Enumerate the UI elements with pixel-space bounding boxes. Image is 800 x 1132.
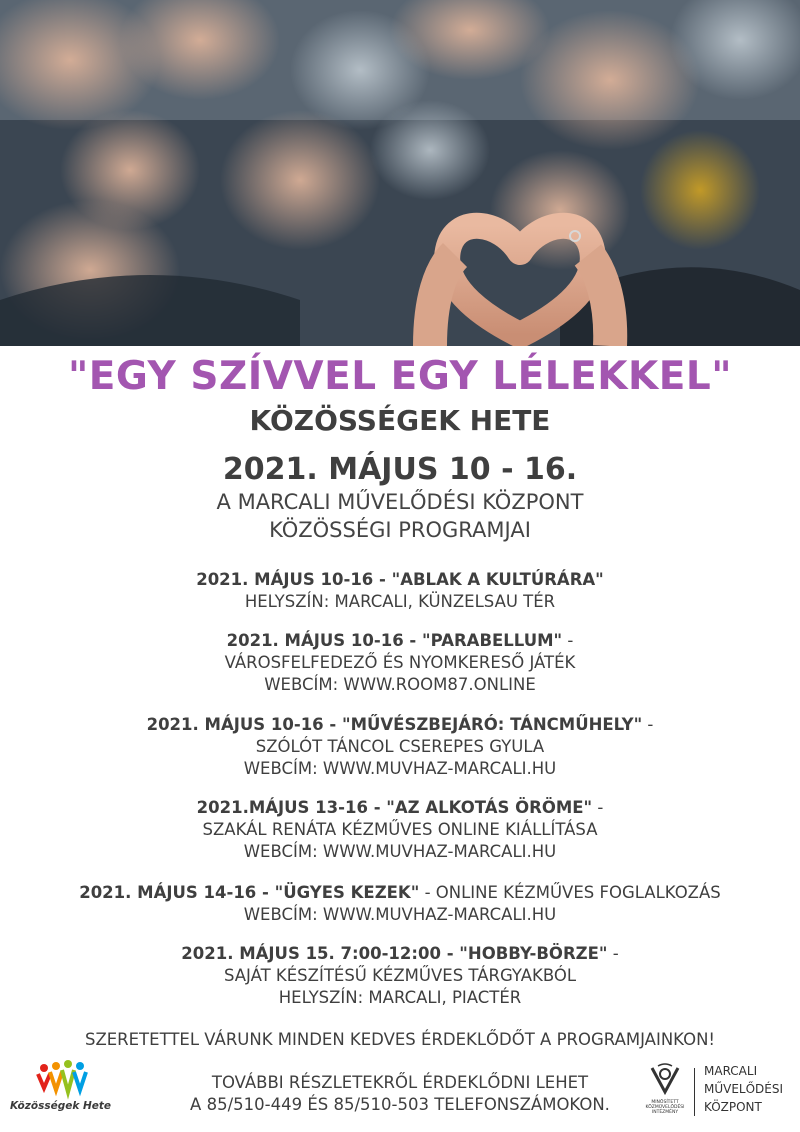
program-location: HELYSZÍN: MARCALI, PIACTÉR [278,988,522,1007]
logo-right-small-text: MINŐSÍTETT KÖZMŰVELŐDÉSI INTÉZMÉNY [645,1100,685,1115]
event-dates: 2021. MÁJUS 10 - 16. [222,452,578,487]
program-item [0,943,800,1009]
intro-line-1: A MARCALI MŰVELŐDÉSI KÖZPONT [216,490,584,514]
people-figures-icon [34,1058,94,1100]
program-description: SAJÁT KÉSZÍTÉSŰ KÉZMŰVES TÁRGYAKBÓL [223,966,577,985]
program-heading: 2021. MÁJUS 10-16 - "MŰVÉSZBEJÁRÓ: TÁNCMŰHELY" [146,715,643,734]
program-heading-suffix: - ONLINE KÉZMŰVES FOGLALKOZÁS [419,883,721,902]
program-heading-suffix: - [607,944,619,963]
program-heading-suffix: - [592,798,604,817]
program-heading: 2021. MÁJUS 10-16 - "PARABELLUM" [226,631,563,650]
intro-line-2: KÖZÖSSÉGI PROGRAMJAI [269,518,531,542]
logo-divider [694,1068,695,1116]
program-heading-suffix: - [562,631,574,650]
program-description: SZÓLÓT TÁNCOL CSEREPES GYULA [255,737,545,756]
logo-left-text: Közösségek Hete [10,1100,112,1112]
welcome-message: SZERETETTEL VÁRUNK MINDEN KEDVES ÉRDEKLŐDŐT A PROGRAMJAINKON! [84,1030,716,1049]
program-heading: 2021. MÁJUS 10-16 - "ABLAK A KULTÚRÁRA" [196,570,604,589]
program-heading: 2021.MÁJUS 13-16 - "AZ ALKOTÁS ÖRÖME" [196,798,593,817]
org-name-line-3: KÖZPONT [704,1100,762,1114]
header-photo [0,0,800,346]
intro-text [0,488,800,544]
program-item [0,797,800,863]
marcali-muvelodesi-kozpont-logo [644,1062,794,1124]
program-web-address[interactable]: WEBCÍM: WWW.ROOM87.ONLINE [264,675,536,694]
poster-title: "EGY SZÍVVEL EGY LÉLEKKEL" [67,354,733,399]
program-item [0,630,800,696]
program-web-address[interactable]: WEBCÍM: WWW.MUVHAZ-MARCALI.HU [243,842,557,861]
program-web-address[interactable]: WEBCÍM: WWW.MUVHAZ-MARCALI.HU [243,905,557,924]
contact-line-1: TOVÁBBI RÉSZLETEKRŐL ÉRDEKLŐDNI LEHET [211,1073,589,1092]
program-heading: 2021. MÁJUS 15. 7:00-12:00 - "HOBBY-BÖRZE" [181,944,608,963]
poster-subtitle: KÖZÖSSÉGEK HETE [249,404,551,437]
contact-info [160,1072,640,1116]
program-item [0,882,800,926]
program-description: SZAKÁL RENÁTA KÉZMŰVES ONLINE KIÁLLÍTÁSA [202,820,598,839]
program-item [0,569,800,613]
logo-right-org-name [704,1062,783,1116]
kozossegek-hete-logo [6,1058,116,1118]
program-item [0,714,800,780]
org-name-line-2: MŰVELŐDÉSI [704,1082,784,1096]
contact-line-2: A 85/510-449 ÉS 85/510-503 TELEFONSZÁMOKON. [190,1095,610,1114]
program-heading: 2021. MÁJUS 14-16 - "ÜGYES KEZEK" [79,883,420,902]
program-heading-suffix: - [642,715,654,734]
program-location: HELYSZÍN: MARCALI, KÜNZELSAU TÉR [244,592,556,611]
org-name-line-1: MARCALI [704,1064,758,1078]
program-web-address[interactable]: WEBCÍM: WWW.MUVHAZ-MARCALI.HU [243,759,557,778]
quality-seal-icon [644,1062,686,1098]
program-description: VÁROSFELFEDEZŐ ÉS NYOMKERESŐ JÁTÉK [224,653,576,672]
heart-hands-photo [0,0,800,346]
